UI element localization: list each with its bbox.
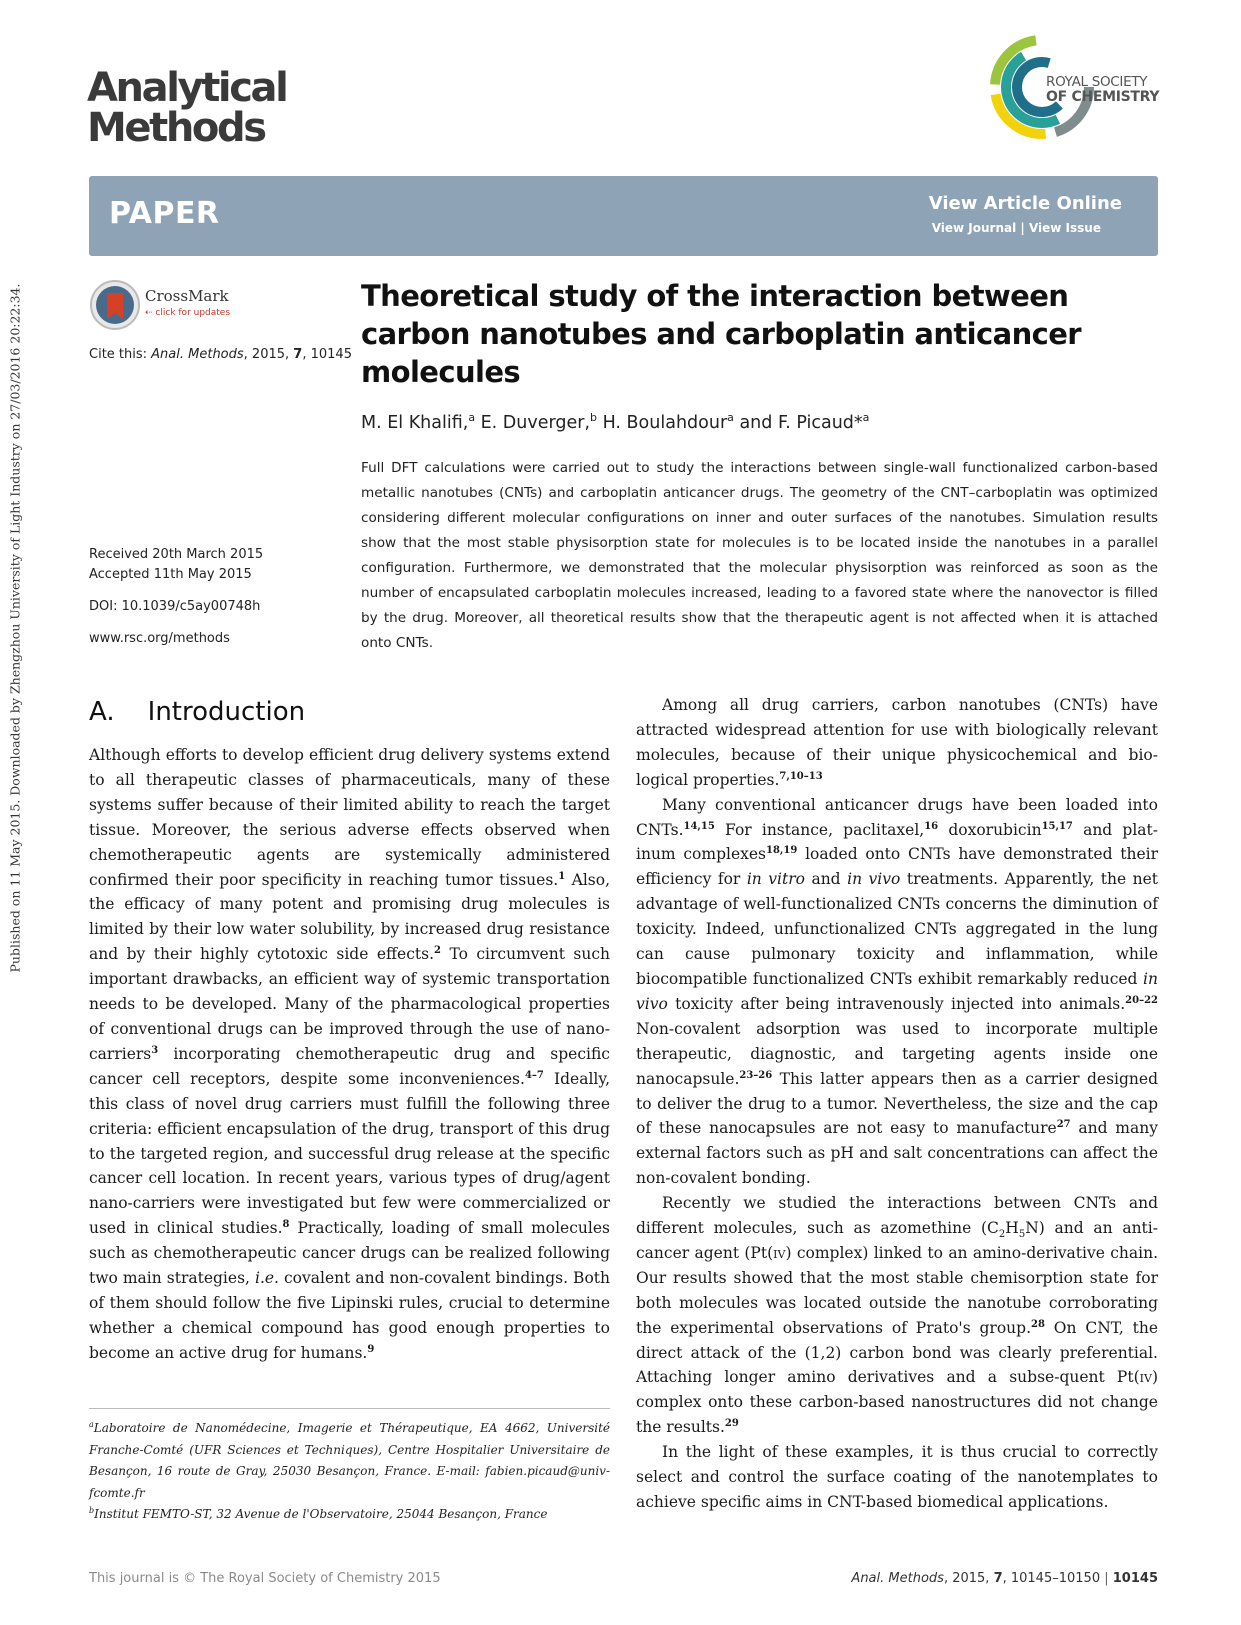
footer-pages: , 10145–10150 — [1002, 1571, 1101, 1586]
page-footer-citation — [851, 1571, 1158, 1586]
body-text: treatments. Apparently, the net advantage of well-functionalized CNTs concerns the diminution of toxicity. Indeed, unfunctionalized CNTs aggregated in the lung can cause pulmonary toxicity and inflammation, while biocompatible functionalized CNTs exhibit remarkably reduced — [636, 870, 1158, 988]
body-text-italic: i.e. — [254, 1269, 279, 1288]
cite-page: , 10145 — [302, 347, 352, 362]
cite-prefix: Cite this: — [89, 347, 152, 362]
publisher-line1: ROYAL SOCIETY — [1046, 74, 1148, 90]
article-title: Theoretical study of the interaction between carbon nanotubes and carboplatin anticancer molecules — [361, 279, 1081, 389]
body-text-italic: in vivo — [847, 870, 901, 889]
view-article-online-link[interactable]: View Article Online — [928, 193, 1122, 214]
body-paragraph — [636, 693, 1158, 793]
copyright-footer: This journal is © The Royal Society of Chemistry 2015 — [89, 1571, 441, 1586]
body-text: N) and an anti-cancer agent (Pt( — [636, 1219, 1158, 1262]
body-text: and — [804, 870, 848, 889]
footnote-mark: a — [89, 1420, 94, 1429]
body-text: toxicity after being intravenously injected into animals. — [667, 994, 1126, 1013]
body-text: Many conventional anticancer drugs have been loaded into CNTs. — [636, 795, 1158, 839]
body-paragraph — [636, 1191, 1158, 1440]
view-journal-link[interactable]: View Journal — [931, 221, 1017, 235]
author-name: H. Boulahdour — [597, 412, 728, 433]
affiliation-mark: a — [468, 411, 476, 424]
cite-journal: Anal. Methods — [151, 347, 244, 362]
crossmark-icon — [89, 279, 141, 331]
reference-mark[interactable]: 2 — [434, 945, 441, 957]
body-text: Ideally, this class of novel drug carriers must fulfill the following three criteria: efficient encapsulation of the drug, transport of this drug to the targeted region, and successful drug release at the specific cancer cell location. In recent years, various types of drug/agent nano-carriers were investigated but few were commercialized or used in clinical studies. — [89, 1069, 610, 1238]
body-text: incorporating chemotherapeutic drug and specific cancer cell receptors, despite some inconveniences. — [89, 1044, 610, 1088]
body-text-italic: in vitro — [746, 870, 805, 889]
body-text: ) complex) linked to an amino-derivative chain. Our results showed that the most stable chemisorption state for both molecules was located outside the nanotube corroborating the experimental observations of Prato's group. — [636, 1243, 1158, 1337]
reference-mark[interactable]: 23–26 — [739, 1069, 773, 1081]
publisher-name — [1046, 75, 1159, 105]
reference-mark[interactable]: 18,19 — [766, 845, 798, 857]
body-text: On CNT, the direct attack of the (1,2) carbon bond was clearly preferential. Attaching longer amino derivatives and a subse-quent Pt( — [636, 1318, 1159, 1387]
download-side-note-text: Published on 11 May 2015. Downloaded by Zhengzhou University of Light Industry on 27/03/2016 20:22:34. — [7, 283, 23, 973]
journal-url-link[interactable]: www.rsc.org/methods — [89, 631, 230, 646]
footnote-mark: b — [89, 1506, 95, 1515]
body-text: doxorubicin — [938, 820, 1042, 839]
reference-mark[interactable]: 8 — [282, 1219, 290, 1231]
affiliation-mark: a — [727, 411, 734, 424]
body-text: To circumvent such important drawbacks, an efficient way of systemic transportation needs to be developed. Many of the pharmacological properties of conventional drugs can be improved through the use of nano-carriers — [89, 945, 610, 1063]
subscript: 2 — [998, 1229, 1006, 1241]
footnote-a — [89, 1418, 610, 1504]
body-text: Recently we studied the interactions between CNTs and different molecules, such as azomethine (C — [636, 1194, 1158, 1238]
body-column-right — [636, 693, 1158, 1515]
view-links — [932, 221, 1101, 235]
body-text: For instance, paclitaxel, — [714, 820, 925, 839]
footnote-divider — [89, 1408, 610, 1409]
affiliation-mark: b — [590, 411, 598, 424]
oxidation-state: iv — [1139, 1368, 1152, 1387]
crossmark-name: CrossMark — [145, 287, 229, 305]
reference-mark[interactable]: 16 — [924, 820, 939, 832]
reference-mark[interactable]: 27 — [1056, 1119, 1071, 1131]
crossmark-subtitle-text: click for updates — [155, 308, 231, 318]
reference-mark[interactable]: 20–22 — [1125, 994, 1158, 1006]
reference-mark[interactable]: 15,17 — [1041, 820, 1073, 832]
reference-mark[interactable]: 14,15 — [683, 820, 715, 832]
subscript: 5 — [1018, 1229, 1026, 1241]
body-paragraph — [89, 743, 610, 1366]
accepted-date: Accepted 11th May 2015 — [89, 567, 252, 582]
body-text-italic: in vivo — [636, 969, 1158, 1013]
body-column-left — [89, 743, 610, 1366]
paper-type-label: PAPER — [109, 196, 220, 231]
body-text: Although efforts to develop efficient drug delivery systems extend to all therapeutic classes of pharmaceuticals, many of these systems suffer because of their limited ability to reach the target tissue. Moreover, the serious adverse effects observed when chemotherapeutic agents are systemically administered confirmed their poor specificity in reaching tumor tissues. — [89, 746, 610, 889]
download-side-note — [5, 258, 25, 998]
affiliation-footnotes — [89, 1418, 610, 1526]
footer-volume: 7 — [993, 1571, 1003, 1586]
journal-title — [87, 65, 287, 151]
reference-mark[interactable]: 7,10–13 — [779, 770, 823, 782]
body-paragraph — [636, 1440, 1158, 1515]
body-text: Among all drug carriers, carbon nanotubes (CNTs) have attracted widespread attention for use with biologically relevant molecules, because of their unique physicochemical and bio-logical properties. — [636, 696, 1158, 789]
view-issue-link[interactable]: View Issue — [1028, 221, 1101, 235]
footer-year: , 2015, — [943, 1571, 994, 1586]
cite-year: , 2015, — [243, 347, 294, 362]
footnote-text: Laboratoire de Nanomédecine, Imagerie et Thérapeutique, EA 4662, Université Franche-Comté (UFR Sciences et Techniques), Centre Hospitalier Universitaire de Besançon, 16 route de Gray, 25030 Besançon, France. E-mail: fabien.picaud@univ-fcomte.fr — [89, 1421, 610, 1500]
body-paragraph — [636, 793, 1158, 1192]
journal-title-line2: Methods — [87, 105, 265, 151]
doi: DOI: 10.1039/c5ay00748h — [89, 599, 261, 614]
citation-line — [89, 347, 352, 362]
journal-title-line1: Analytical — [87, 65, 287, 111]
body-text: Practically, loading of small molecules such as chemotherapeutic cancer drugs can be realized following two main strategies, — [89, 1219, 610, 1288]
body-text: ) complex onto these carbon-based nanostructures did not change the results. — [636, 1368, 1158, 1437]
author-name: E. Duverger, — [475, 412, 591, 433]
footnote-b — [89, 1504, 610, 1526]
received-date: Received 20th March 2015 — [89, 547, 264, 562]
abstract: Full DFT calculations were carried out to study the interactions between single-wall functionalized carbon-based metallic nanotubes (CNTs) and carboplatin anticancer drugs. The geometry of the CNT–carboplatin was optimized considering different molecular configurations on inner and outer surfaces of the nanotubes. Simulation results show that the most stable physisorption state for molecules is to be located inside the nanotubes in a parallel configuration. Furthermore, we demonstrated that the molecular physisorption was reinforced as soon as the number of encapsulated carboplatin molecules increased, leading to a favored state where the nanovector is filled by the drug. Moreover, all theoretical results show that the therapeutic agent is not affected when it is attached onto CNTs. — [361, 460, 1158, 651]
reference-mark[interactable]: 1 — [558, 870, 566, 882]
journal-url-row — [89, 631, 230, 646]
arrow-left-icon: ⇠ — [145, 308, 153, 318]
oxidation-state: iv — [773, 1243, 786, 1262]
page-number: 10145 — [1112, 1571, 1158, 1586]
article-banner — [89, 176, 1158, 256]
view-links-separator: | — [1020, 221, 1025, 235]
crossmark-subtitle — [145, 308, 230, 318]
body-text: In the light of these examples, it is thus crucial to correctly select and control the surface coating of the nanotemplates to achieve specific aims in CNT-based biomedical applications. — [636, 1443, 1158, 1511]
affiliation-mark: a — [862, 411, 870, 424]
author-name: and F. Picaud* — [733, 412, 863, 433]
body-text: covalent and non-covalent bindings. Both of them should follow the five Lipinski rules, crucial to determine whether a chemical compound has good enough properties to become an active drug for humans. — [89, 1269, 610, 1362]
publisher-line2: OF CHEMISTRY — [1046, 89, 1160, 105]
reference-mark[interactable]: 9 — [367, 1343, 375, 1355]
crossmark-badge[interactable] — [89, 277, 239, 335]
footnote-text: Institut FEMTO-ST, 32 Avenue de l'Observatoire, 25044 Besançon, France — [94, 1507, 548, 1521]
cite-volume: 7 — [293, 347, 303, 362]
body-text: This latter appears then as a carrier designed to deliver the drug to a tumor. Nevertheless, the size and the cap of these nanocapsules are not easy to manufacture — [636, 1069, 1158, 1138]
author-name: M. El Khalifi, — [361, 412, 469, 433]
reference-mark[interactable]: 28 — [1031, 1318, 1045, 1330]
body-text: and many external factors such as pH and salt concentrations can affect the non-covalent bonding. — [636, 1119, 1158, 1188]
body-text: Also, the efficacy of many potent and promising drug molecules is limited by their low water solubility, by increased drug resistance and by their highly cytotoxic side effects. — [89, 870, 610, 964]
reference-mark[interactable]: 4–7 — [524, 1069, 544, 1081]
author-list — [361, 411, 869, 433]
body-text: and plat-inum complexes — [636, 820, 1158, 864]
body-text: loaded onto CNTs have demonstrated their efficiency for — [636, 845, 1158, 889]
section-heading-introduction: A. Introduction — [89, 697, 306, 727]
body-text: H — [1005, 1219, 1019, 1238]
reference-mark[interactable]: 29 — [724, 1418, 739, 1430]
reference-mark[interactable]: 3 — [151, 1044, 159, 1056]
footer-journal: Anal. Methods — [851, 1571, 944, 1586]
footer-separator: | — [1104, 1571, 1109, 1586]
body-text: Non-covalent adsorption was used to incorporate multiple therapeutic, diagnostic, and targeting agents inside one nanocapsule. — [636, 1019, 1158, 1088]
